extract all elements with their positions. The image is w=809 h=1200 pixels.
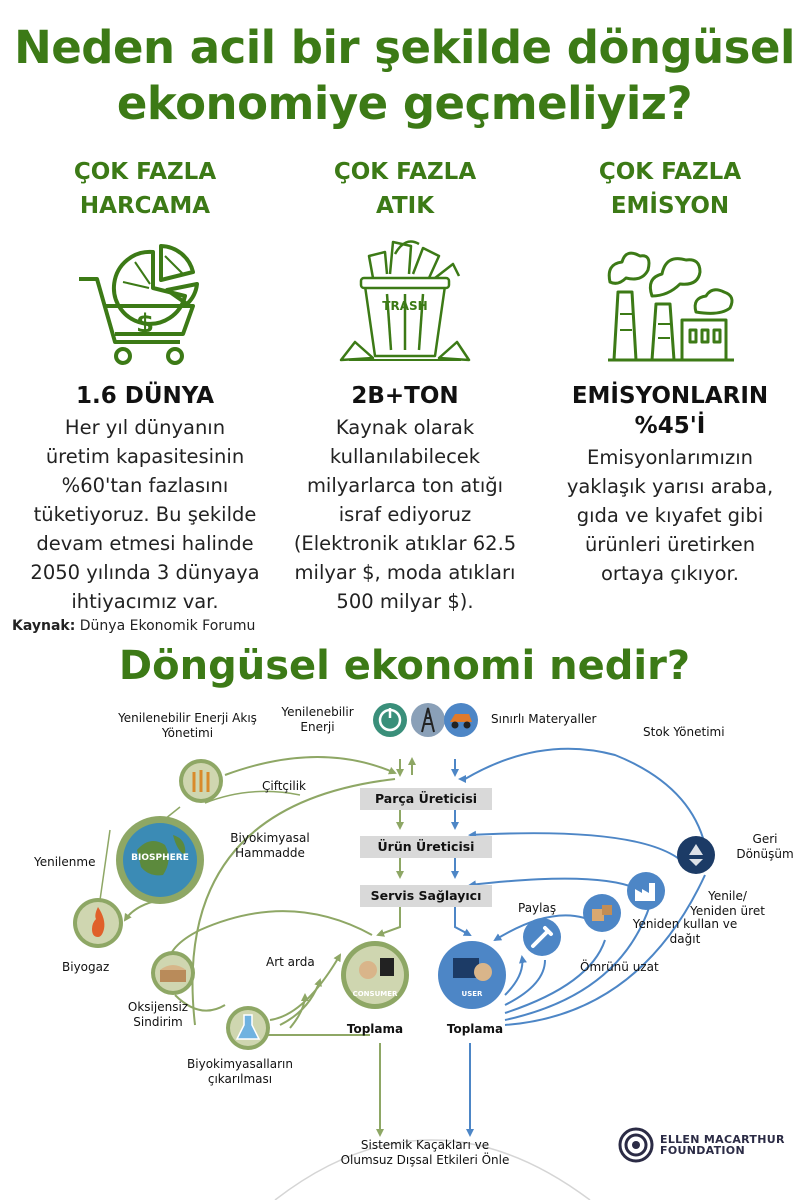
heading-line-1: ÇOK FAZLA bbox=[598, 159, 742, 185]
user-icon bbox=[437, 940, 507, 1010]
label-biogas: Biyogaz bbox=[62, 960, 110, 974]
label-share: Paylaş bbox=[518, 901, 557, 915]
svg-text:$: $ bbox=[135, 308, 155, 339]
heading-line-2: ATIK bbox=[375, 193, 435, 219]
page-title bbox=[0, 20, 809, 132]
column-heading bbox=[280, 155, 530, 223]
description-line: üretim kapasitesinin bbox=[45, 445, 245, 468]
label-renewable-flow bbox=[100, 711, 275, 741]
label-collection-left: Toplama bbox=[346, 1022, 404, 1036]
recycle-icon bbox=[676, 835, 716, 875]
label-anaerobic bbox=[118, 1000, 198, 1030]
label-extraction bbox=[185, 1057, 295, 1087]
circular-economy-diagram bbox=[0, 695, 809, 1200]
description-line: ihtiyacımız var. bbox=[71, 590, 219, 613]
trash-can-icon bbox=[280, 231, 530, 371]
label-regeneration: Yenilenme bbox=[34, 855, 96, 869]
label-farming: Çiftçilik bbox=[262, 779, 306, 793]
mining-truck-icon bbox=[443, 702, 479, 738]
stat-description bbox=[545, 443, 795, 588]
label-renewable-energy bbox=[275, 705, 360, 735]
label-line: Geri bbox=[752, 832, 778, 846]
label-line: Biyokimyasalların bbox=[187, 1057, 293, 1071]
soil-icon bbox=[150, 950, 196, 996]
source-label: Kaynak: bbox=[12, 618, 76, 634]
wheat-icon bbox=[178, 758, 224, 804]
stat-value bbox=[545, 381, 795, 441]
description-line: kullanılabilecek bbox=[329, 445, 481, 468]
label-cascades: Art arda bbox=[266, 955, 315, 969]
column-emission bbox=[545, 155, 795, 588]
stat-line-1: EMİSYONLARIN bbox=[571, 383, 769, 409]
description-line: milyar $, moda atıkları bbox=[294, 561, 516, 584]
description-line: devam etmesi halinde bbox=[36, 532, 254, 555]
label-extend: Ömrünü uzat bbox=[580, 960, 659, 974]
wrench-icon bbox=[522, 917, 562, 957]
description-line: 500 milyar $). bbox=[336, 590, 474, 613]
label-line: Hammadde bbox=[235, 846, 305, 860]
label-line: Sistemik Kaçakları ve bbox=[360, 1138, 490, 1152]
title-line-2: ekonomiye geçmeliyiz? bbox=[116, 77, 693, 130]
label-biochemical-feedstock bbox=[225, 831, 315, 861]
label-leakage bbox=[310, 1138, 540, 1168]
label-line: Enerji bbox=[300, 720, 335, 734]
label-line: Sindirim bbox=[133, 1015, 183, 1029]
description-line: Kaynak olarak bbox=[335, 416, 475, 439]
description-line: gıda ve kıyafet gibi bbox=[576, 504, 764, 527]
description-line: (Elektronik atıklar 62.5 bbox=[293, 532, 517, 555]
label-reuse bbox=[625, 917, 745, 947]
label-line: Yeniden kullan ve bbox=[632, 917, 738, 931]
label-recycle bbox=[730, 832, 800, 862]
label-line: Olumsuz Dışsal Etkileri Önle bbox=[340, 1153, 510, 1167]
label-refurbish bbox=[680, 889, 775, 919]
label-line: Dönüşüm bbox=[736, 847, 794, 861]
label-line: çıkarılması bbox=[207, 1072, 273, 1086]
title-line-1: Neden acil bir şekilde döngüsel bbox=[14, 21, 795, 74]
description-line: Emisyonlarımızın bbox=[587, 446, 753, 469]
stat-description bbox=[20, 413, 270, 616]
foundation-logo-icon bbox=[618, 1127, 654, 1163]
consumer-label: CONSUMER bbox=[352, 990, 398, 998]
user-label: USER bbox=[461, 990, 483, 998]
flask-icon bbox=[225, 1005, 271, 1051]
stat-line-2: %45'İ bbox=[634, 413, 706, 439]
boxes-icon bbox=[582, 893, 622, 933]
factory-icon bbox=[626, 871, 666, 911]
heading-line-2: EMİSYON bbox=[610, 193, 730, 219]
stat-value: 2B+TON bbox=[351, 383, 459, 409]
shopping-cart-pie-chart-icon bbox=[20, 231, 270, 371]
column-heading bbox=[545, 155, 795, 223]
stage-service-provider: Servis Sağlayıcı bbox=[360, 885, 492, 907]
description-line: Her yıl dünyanın bbox=[64, 416, 226, 439]
renewable-energy-icon bbox=[372, 702, 408, 738]
description-line: %60'tan fazlasını bbox=[61, 474, 229, 497]
heading-line-2: HARCAMA bbox=[79, 193, 211, 219]
heading-line-1: ÇOK FAZLA bbox=[73, 159, 217, 185]
source-note bbox=[12, 618, 255, 634]
factory-smoke-icon bbox=[545, 231, 795, 371]
stat-value: 1.6 DÜNYA bbox=[75, 383, 215, 409]
consumer-icon bbox=[340, 940, 410, 1010]
column-spending bbox=[20, 155, 270, 616]
label-line: Biyokimyasal bbox=[230, 831, 310, 845]
description-line: ürünleri üretirken bbox=[584, 533, 756, 556]
logo-line: FOUNDATION bbox=[660, 1144, 745, 1157]
label-line: Yenilenebilir Enerji Akış bbox=[118, 711, 257, 725]
description-line: milyarlarca ton atığı bbox=[306, 474, 504, 497]
description-line: israf ediyoruz bbox=[338, 503, 472, 526]
source-text: Dünya Ekonomik Forumu bbox=[75, 618, 256, 634]
description-line: ortaya çıkıyor. bbox=[601, 562, 739, 585]
label-line: Yönetimi bbox=[161, 726, 214, 740]
label-line: dağıt bbox=[669, 932, 701, 946]
label-line: Yenilenebilir bbox=[281, 705, 354, 719]
label-finite-materials: Sınırlı Materyaller bbox=[491, 712, 597, 726]
stat-description bbox=[280, 413, 530, 616]
section-title: Döngüsel ekonomi nedir? bbox=[118, 643, 691, 689]
label-line: Oksijensiz bbox=[127, 1000, 189, 1014]
flame-icon bbox=[72, 897, 124, 949]
label-line: Yenile/ bbox=[708, 889, 747, 903]
biosphere-label: BIOSPHERE bbox=[131, 853, 189, 863]
ellen-macarthur-logo bbox=[618, 1127, 785, 1163]
description-line: yaklaşık yarısı araba, bbox=[566, 475, 774, 498]
oil-rig-icon bbox=[410, 702, 446, 738]
description-line: 2050 yılında 3 dünyaya bbox=[30, 561, 260, 584]
trash-label: TRASH bbox=[382, 298, 428, 313]
label-collection-right: Toplama bbox=[446, 1022, 504, 1036]
description-line: tüketiyoruz. Bu şekilde bbox=[33, 503, 257, 526]
column-heading bbox=[20, 155, 270, 223]
foundation-name bbox=[660, 1134, 785, 1156]
label-stock-management: Stok Yönetimi bbox=[643, 725, 725, 739]
column-waste bbox=[280, 155, 530, 616]
stage-parts-manufacturer: Parça Üreticisi bbox=[360, 788, 492, 810]
logo-line: ELLEN MACARTHUR bbox=[660, 1133, 785, 1146]
globe-icon bbox=[115, 815, 205, 905]
heading-line-1: ÇOK FAZLA bbox=[333, 159, 477, 185]
stage-product-manufacturer: Ürün Üreticisi bbox=[360, 836, 492, 858]
label-line: Yeniden üret bbox=[690, 904, 765, 918]
